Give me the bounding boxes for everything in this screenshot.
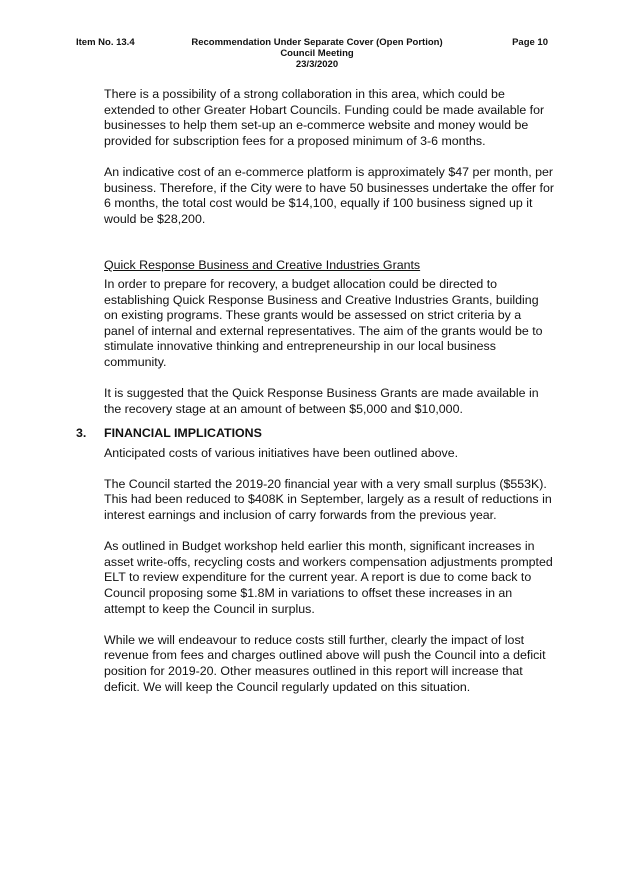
page-number: Page 10 [512,37,548,48]
paragraph: In order to prepare for recovery, a budget allocation could be directed to establishing Quick Response Business and Creative Industries Grants, building on existing programs. These grants would be assessed on strict criteria by a panel of internal and external representatives. The aim of the grants would be to stimulate innovative thinking and entrepreneurship in our local business community. [104,276,543,369]
paragraph: An indicative cost of an e-commerce platform is approximately $47 per month, per business. Therefore, if the City were to have 50 businesses undertake the offer for 6 months, the total cost would be $14,100, equally if 100 business signed up it would be $28,200. [104,164,554,226]
header-title-block [190,37,444,70]
paragraph: Anticipated costs of various initiatives have been outlined above. [104,445,459,460]
paragraph: While we will endeavour to reduce costs still further, clearly the impact of lost revenue from fees and charges outlined above will push the Council into a deficit position for 2019-20. Other measures outlined in this report will increase that deficit. We will keep the Council regularly updated on this situation. [104,632,546,694]
paragraph: It is suggested that the Quick Response Business Grants are made available in the recovery stage at an amount of between $5,000 and $10,000. [104,386,539,416]
grants-heading: Quick Response Business and Creative Industries Grants [104,258,421,273]
header-meeting: Council Meeting [280,48,354,59]
section-number: 3. [76,426,87,440]
header-date: 23/3/2020 [295,59,339,70]
header-title: Recommendation Under Separate Cover (Open Portion) [191,37,443,48]
section-heading [76,426,556,442]
section-financial-implications [76,426,556,711]
page-header [0,37,622,77]
paragraph: There is a possibility of a strong collaboration in this area, which could be extended to other Greater Hobart Councils. Funding could be made available for businesses to help them set-up an e-commerce website and money would be provided for subscription fees for a proposed minimum of 3-6 months. [104,87,545,148]
item-number: Item No. 13.4 [76,37,135,48]
paragraph: The Council started the 2019-20 financial year with a very small surplus ($553K). This had been reduced to $408K in September, largely as a result of reductions in interest earnings and inclusion of carry forwards from the previous year. [104,476,552,522]
body-text [104,87,554,433]
paragraph: As outlined in Budget workshop held earlier this month, significant increases in asset write-offs, recycling costs and workers compensation adjustments prompted ELT to review expenditure for the current year. A report is due to come back to Council proposing some $1.8M in variations to offset these increases in an attempt to keep the Council in surplus. [104,539,553,616]
section-body [104,446,554,696]
section-title: FINANCIAL IMPLICATIONS [104,426,262,440]
